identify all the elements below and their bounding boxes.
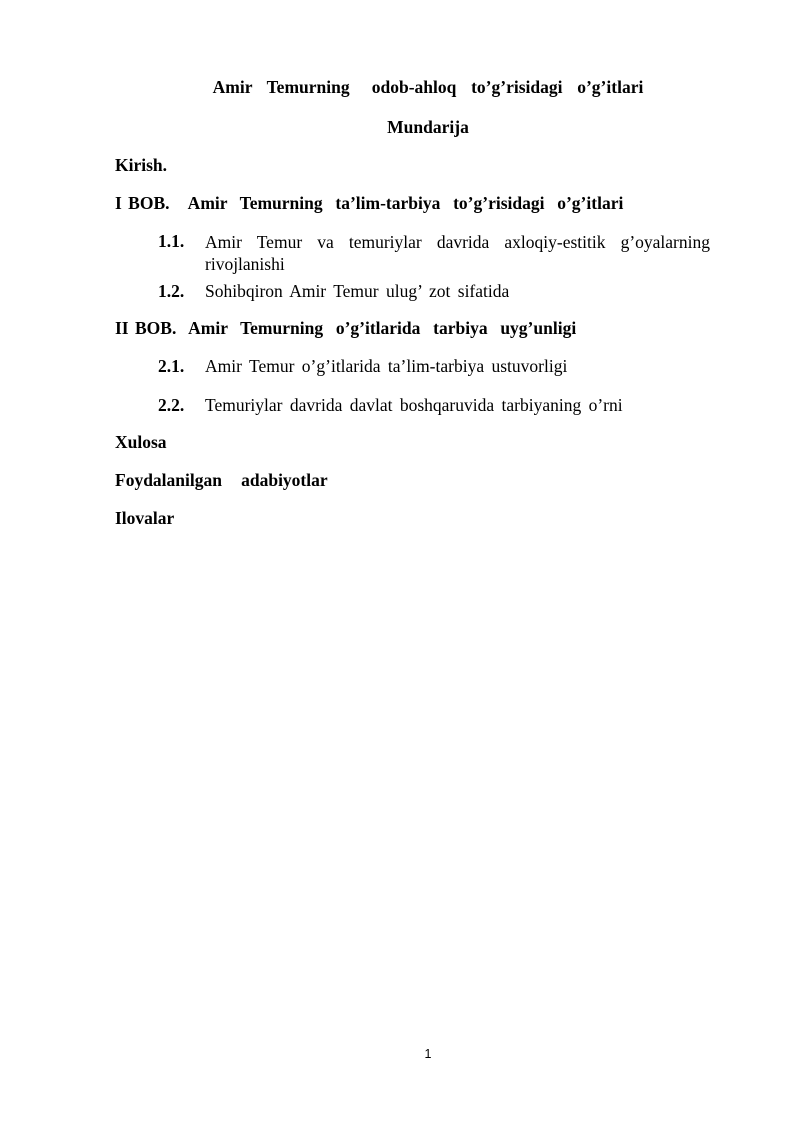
section-number: 1.1. [158,231,185,251]
contents-heading: Mundarija [387,117,469,137]
toc-chapter-1-title: I BOB. Amir Temurning ta’lim-tarbiya to’g’risidagi o’g’itlari [115,193,624,213]
section-title: Temuriylar davrida davlat boshqaruvida tarbiyaning o’rni [205,395,623,415]
toc-section-1-2 [158,281,509,302]
section-title: Sohibqiron Amir Temur ulug’ zot sifatida [205,281,510,301]
section-number: 2.2. [158,395,185,415]
toc-section-2-2 [158,395,623,416]
section-number: 2.1. [158,356,185,376]
toc-section-2-1 [158,356,567,377]
toc-conclusion: Xulosa [115,432,167,452]
toc-section-1-1 [158,231,710,275]
toc-chapter-2-title: II BOB. Amir Temurning o’g’itlarida tarbiya uyg’unligi [115,318,577,338]
section-title: Amir Temur va temuriylar davrida axloqiy-estitik g’oyalarning rivojlanishi [205,232,710,274]
toc-references: Foydalanilgan adabiyotlar [115,470,328,490]
page-number: 1 [424,1047,432,1061]
document-title: Amir Temurning odob-ahloq to’g’risidagi o’g’itlari [212,77,644,97]
toc-introduction: Kirish. [115,155,168,175]
section-title: Amir Temur o’g’itlarida ta’lim-tarbiya ustuvorligi [205,356,568,376]
toc-appendices: Ilovalar [115,508,175,528]
section-number: 1.2. [158,281,185,301]
